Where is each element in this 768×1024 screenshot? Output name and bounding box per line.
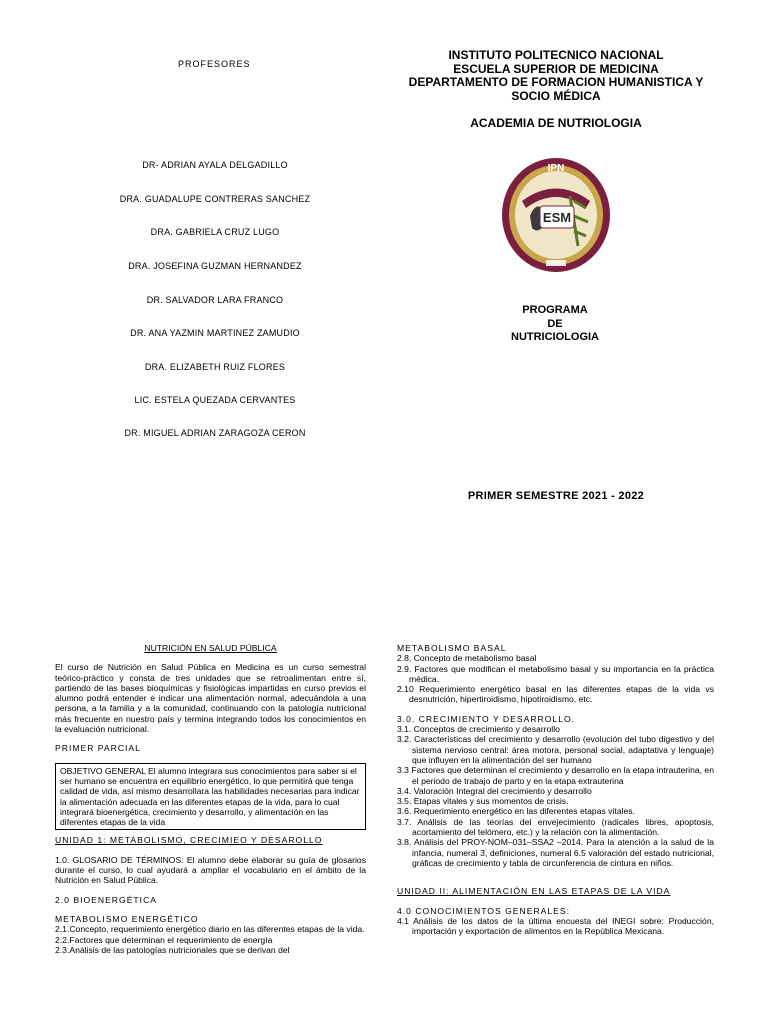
seal-top-text: IPN	[547, 163, 565, 174]
list-item: 3.6. Requerimiento energético en las diferentes etapas vitales.	[397, 806, 635, 817]
department-line-cont: SOCIO MÉDICA	[511, 88, 601, 103]
section-title: NUTRICIÓN EN SALUD PÚBLICA	[144, 643, 277, 653]
semester-label: PRIMER SEMESTRE 2021 - 2022	[467, 490, 645, 502]
program-title	[460, 304, 650, 345]
partial-heading: PRIMER PARCIAL	[55, 743, 141, 754]
institution-header	[400, 49, 712, 103]
list-item: 3.4. Valoración Integral del crecimiento y desarrollo	[397, 785, 592, 796]
program-title-line: NUTRICIOLOGIA	[511, 331, 599, 343]
list-item: 2.1.Concepto, requerimiento energético diario en las diferentes etapas de la vida.	[55, 924, 365, 935]
list-item: 2.9. Factores que modifican el metabolismo basal y su importancia en la práctica médica.	[397, 663, 714, 684]
list-item: 2.3.Análisis de las patologías nutricionales que se derivan del	[55, 944, 290, 955]
professor-name: DR. MIGUEL ADRIAN ZARAGOZA CERON	[124, 428, 306, 438]
seal-center-text: ESM	[542, 210, 572, 225]
unit1-heading: UNIDAD 1: METABOLISMO, CRECIMIEO Y DESAROLLO	[55, 835, 323, 846]
list-item: 3.3 Factores que determinan el crecimiento y desarrollo en la etapa intrauterina, en el periodo de trabajo de parto y en la etapa extrauterina	[397, 765, 714, 786]
bioenergetics-heading: 2.0 BIOENERGÉTICA	[55, 894, 158, 905]
glossary-paragraph: 1.0. GLOSARIO DE TÉRMINOS: El alumno debe elaborar su guía de glosarios durante el curso, lo cual ayudará a ampliar el vocabulario en el ámbito de la Nutrición en Salud Pública.	[55, 854, 366, 886]
professor-name: DR. SALVADOR LARA FRANCO	[146, 295, 284, 305]
academia-title: ACADEMIA DE NUTRIOLOGIA	[470, 116, 642, 130]
intro-paragraph: El curso de Nutrición en Salud Pública en Medicina es un curso semestral teórico-práctico y consta de tres unidades que se retroalimentan entre sí, partiendo de las bases bioquímicas y fisiológicas impartidas en curso previos el alumno podrá entender e indicar una alimentación normal, adecuándola a una persona, a la familia y a la comunidad, continuando con la patología nutricional más frecuente en nuestro país y termina integrando todos los conocimientos en la evaluación nutricional.	[55, 662, 366, 735]
list-item: 3.7. Análisis de las teorías del envejecimiento (radicales libres, apoptosis, acortamiento del telómero, etc.) y la relación con la alimentación.	[397, 816, 714, 838]
list-item: 2.8. Concepto de metabolismo basal	[397, 653, 537, 664]
institution-line: INSTITUTO POLITECNICO NACIONAL	[448, 48, 664, 62]
energy-metabolism-heading: METABOLISMO ENERGÉTICO	[55, 913, 199, 924]
ipn-esm-seal-icon	[500, 156, 612, 274]
professor-name: LIC. ESTELA QUEZADA CERVANTES	[134, 395, 296, 405]
list-item: 3.1. Conceptos de crecimiento y desarrollo	[397, 724, 560, 735]
list-item: 3.5. Etapas vitales y sus momentos de crisis.	[397, 796, 569, 807]
right-column	[397, 643, 714, 936]
school-line: ESCUELA SUPERIOR DE MEDICINA	[453, 61, 659, 76]
list-item: 3.2. Características del crecimiento y desarrollo (evolución del tubo digestivo y del sistema nervioso central: área motora, personal social, adaptativa y lenguaje) que influyen en la alimentación del ser humano	[397, 734, 714, 765]
list-item: 2.10 Requerimiento energético basal en las diferentes etapas de la vida vs desnutrición, hipertiroidismo, hipotiroidismo, etc.	[397, 684, 714, 705]
list-item: 4.1 Análisis de los datos de la última encuesta del INEGI sobre: Producción, importación y exportación de alimentos en la República Mexicana.	[397, 915, 714, 937]
professor-name: DRA. GABRIELA CRUZ LUGO	[150, 227, 280, 237]
professor-name: DRA. GUADALUPE CONTRERAS SANCHEZ	[119, 194, 311, 204]
basal-metabolism-heading: METABOLISMO BASAL	[397, 643, 507, 653]
program-title-line: PROGRAMA	[522, 304, 588, 316]
department-line: DEPARTAMENTO DE FORMACION HUMANISTICA Y	[408, 75, 704, 89]
general-objective-box: OBJETIVO GENERAL El alumno integrara sus conocimientos para saber si el ser humano se encuentra en equilibrio energético, lo que permitirá que tenga calidad de vida, así mismo desarrollara las habilidades necesarias para indicar la alimentación adecuada en las diferentes etapas de la vida, para lo cual integrará bioenergética, crecimiento y desarrollo, y alimentación en las diferentes etapas de la vida	[55, 763, 366, 831]
professor-name: DRA. ELIZABETH RUIZ FLORES	[144, 362, 286, 372]
unit2-heading: UNIDAD II: ALIMENTACIÓN EN LAS ETAPAS DE LA VIDA	[397, 886, 671, 897]
professor-name: DRA. JOSEFINA GUZMAN HERNANDEZ	[128, 261, 302, 271]
professors-title: PROFESORES	[178, 59, 251, 69]
program-title-line: DE	[547, 317, 563, 330]
professor-name: DR- ADRIAN AYALA DELGADILLO	[142, 160, 288, 170]
general-knowledge-heading: 4.0 CONOCIMIENTOS GENERALES:	[397, 905, 571, 916]
left-column	[55, 643, 366, 955]
professor-name: DR. ANA YAZMIN MARTINEZ ZAMUDIO	[130, 328, 300, 338]
growth-heading: 3.0. CRECIMIENTO Y DESARROLLO.	[397, 713, 576, 724]
list-item: 3.8. Análisis del PROY-NOM–031–SSA2 –2014. Para la atención a la salud de la infancia, numeral 3, definiciones, numeral 6.5 valoración del estado nutricional, gráficas de crecimiento y tabla de circunferencia de cintura en niños.	[397, 837, 714, 868]
list-item: 2.2.Factores que determinan el requerimiento de energía	[55, 934, 273, 945]
